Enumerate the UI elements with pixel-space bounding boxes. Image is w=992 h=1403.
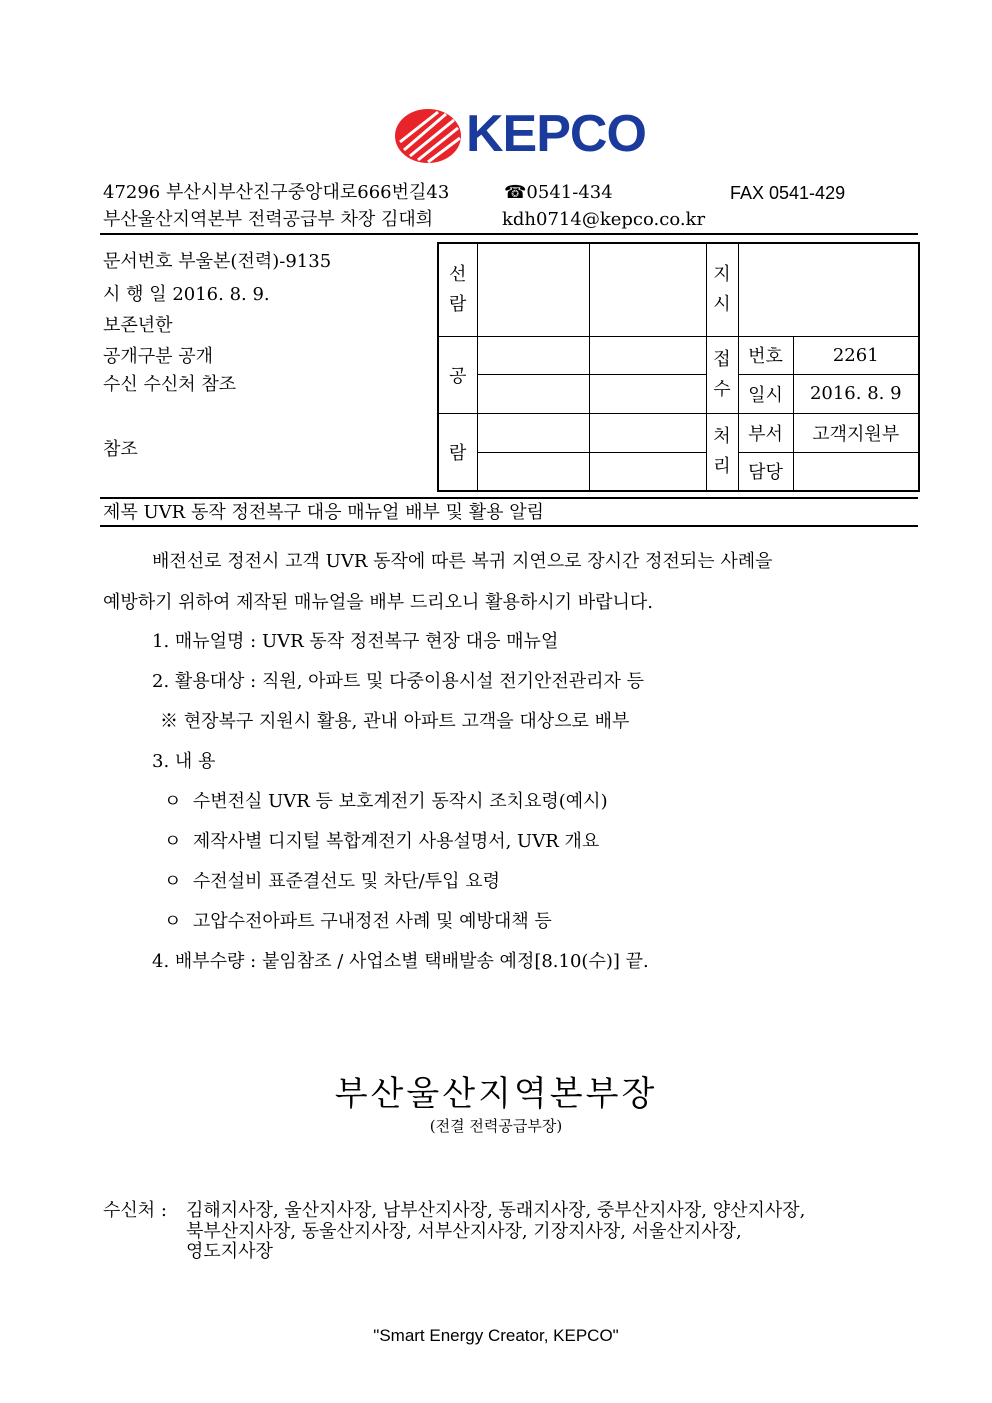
manager-value <box>793 452 919 491</box>
jisi-cell <box>738 243 919 336</box>
signature-subtitle: (전결 전력공급부장) <box>429 1117 563 1135</box>
phone-icon: ☎ <box>504 182 527 203</box>
issue-date: 시 행 일 2016. 8. 9. <box>103 284 270 305</box>
gong-cell-4 <box>589 374 706 413</box>
gong-cell-8 <box>589 452 706 491</box>
cheori-label: 처 리 <box>706 413 738 491</box>
title-top-divider <box>100 497 918 499</box>
manager-label: 담당 <box>738 452 793 491</box>
sub-item-4: ㅇ 고압수전아파트 구내정전 사례 및 예방대책 등 <box>164 911 552 932</box>
kepco-wordmark: KEPCO <box>466 105 646 163</box>
gong-cell-5 <box>477 413 589 452</box>
dept-value: 고객지원부 <box>793 413 919 452</box>
jisi-label: 지 시 <box>706 243 738 336</box>
sub-item-3: ㅇ 수전설비 표준결선도 및 차단/투입 요령 <box>164 871 501 892</box>
seollam-cell-1 <box>477 243 589 336</box>
gong-label: 공 <box>438 336 477 413</box>
kepco-emblem-icon <box>394 108 462 164</box>
address: 47296 부산시부산진구중앙대로666번길43 <box>103 182 450 203</box>
dept-label: 부서 <box>738 413 793 452</box>
body-paragraph-line2: 예방하기 위하여 제작된 매뉴얼을 배부 드리오니 활용하시기 바랍니다. <box>103 592 654 613</box>
header-divider <box>100 233 918 235</box>
sub-item-2: ㅇ 제작사별 디지털 복합계전기 사용설명서, UVR 개요 <box>164 831 600 852</box>
signature-title: 부산울산지역본부장 <box>334 1074 658 1114</box>
gong-cell-3 <box>477 374 589 413</box>
bullet-icon: ㅇ <box>164 871 182 892</box>
item-1: 1. 매뉴얼명 : UVR 동작 정전복구 현장 대응 매뉴얼 <box>152 631 559 652</box>
recipient: 수신 수신처 참조 <box>103 374 237 395</box>
document-title: 제목 UVR 동작 정전복구 대응 매뉴얼 배부 및 활용 알림 <box>103 502 544 523</box>
recipients-line3: 영도지사장 <box>186 1241 273 1262</box>
kepco-logo <box>394 105 656 164</box>
bullet-icon: ㅇ <box>164 911 182 932</box>
gong-cell-6 <box>589 413 706 452</box>
retention: 보존년한 <box>103 315 173 336</box>
sub-item-1: ㅇ 수변전실 UVR 등 보호계전기 동작시 조치요령(예시) <box>164 791 608 812</box>
bullet-icon: ㅇ <box>164 791 182 812</box>
doc-number: 문서번호 부울본(전력)-9135 <box>103 251 332 272</box>
recipients-line2: 북부산지사장, 동울산지사장, 서부산지사장, 기장지사장, 서울산지사장, <box>186 1221 742 1242</box>
item-4: 4. 배부수량 : 붙임참조 / 사업소별 택배발송 예정[8.10(수)] 끝. <box>152 951 649 972</box>
number-label: 번호 <box>738 336 793 374</box>
disclosure: 공개구분 공개 <box>103 346 214 367</box>
date-label: 일시 <box>738 374 793 413</box>
recipients-line1: 김해지사장, 울산지사장, 남부산지사장, 동래지사장, 중부산지사장, 양산지사장, <box>186 1200 806 1221</box>
reference: 참조 <box>103 439 138 460</box>
phone: ☎0541-434 <box>504 182 613 203</box>
email: kdh0714@kepco.co.kr <box>502 209 706 230</box>
item-2: 2. 활용대상 : 직원, 아파트 및 다중이용시설 전기안전관리자 등 <box>152 671 645 692</box>
item-3: 3. 내 용 <box>152 751 216 772</box>
jeopsu-label: 접 수 <box>706 336 738 413</box>
date-value: 2016. 8. 9 <box>793 374 919 413</box>
recipients-label: 수신처 : <box>103 1200 167 1221</box>
seollam-cell-2 <box>589 243 706 336</box>
approval-table <box>437 242 920 492</box>
gong-cell-2 <box>589 336 706 374</box>
fax: FAX 0541-429 <box>730 183 846 203</box>
gong-cell-1 <box>477 336 589 374</box>
gong-cell-7 <box>477 452 589 491</box>
title-bottom-divider <box>100 525 918 527</box>
seollam-label: 선 람 <box>438 243 477 336</box>
bullet-icon: ㅇ <box>164 831 182 852</box>
body-paragraph-line1: 배전선로 정전시 고객 UVR 동작에 따른 복귀 지연으로 장시간 정전되는 사례을 <box>152 551 773 572</box>
item-2-note: ※ 현장복구 지원시 활용, 관내 아파트 고객을 대상으로 배부 <box>160 711 630 732</box>
sender: 부산울산지역본부 전력공급부 차장 김대희 <box>103 209 434 230</box>
footer-slogan: "Smart Energy Creator, KEPCO" <box>373 1326 619 1345</box>
number-value: 2261 <box>793 336 919 374</box>
gongram-label: 람 <box>438 413 477 491</box>
